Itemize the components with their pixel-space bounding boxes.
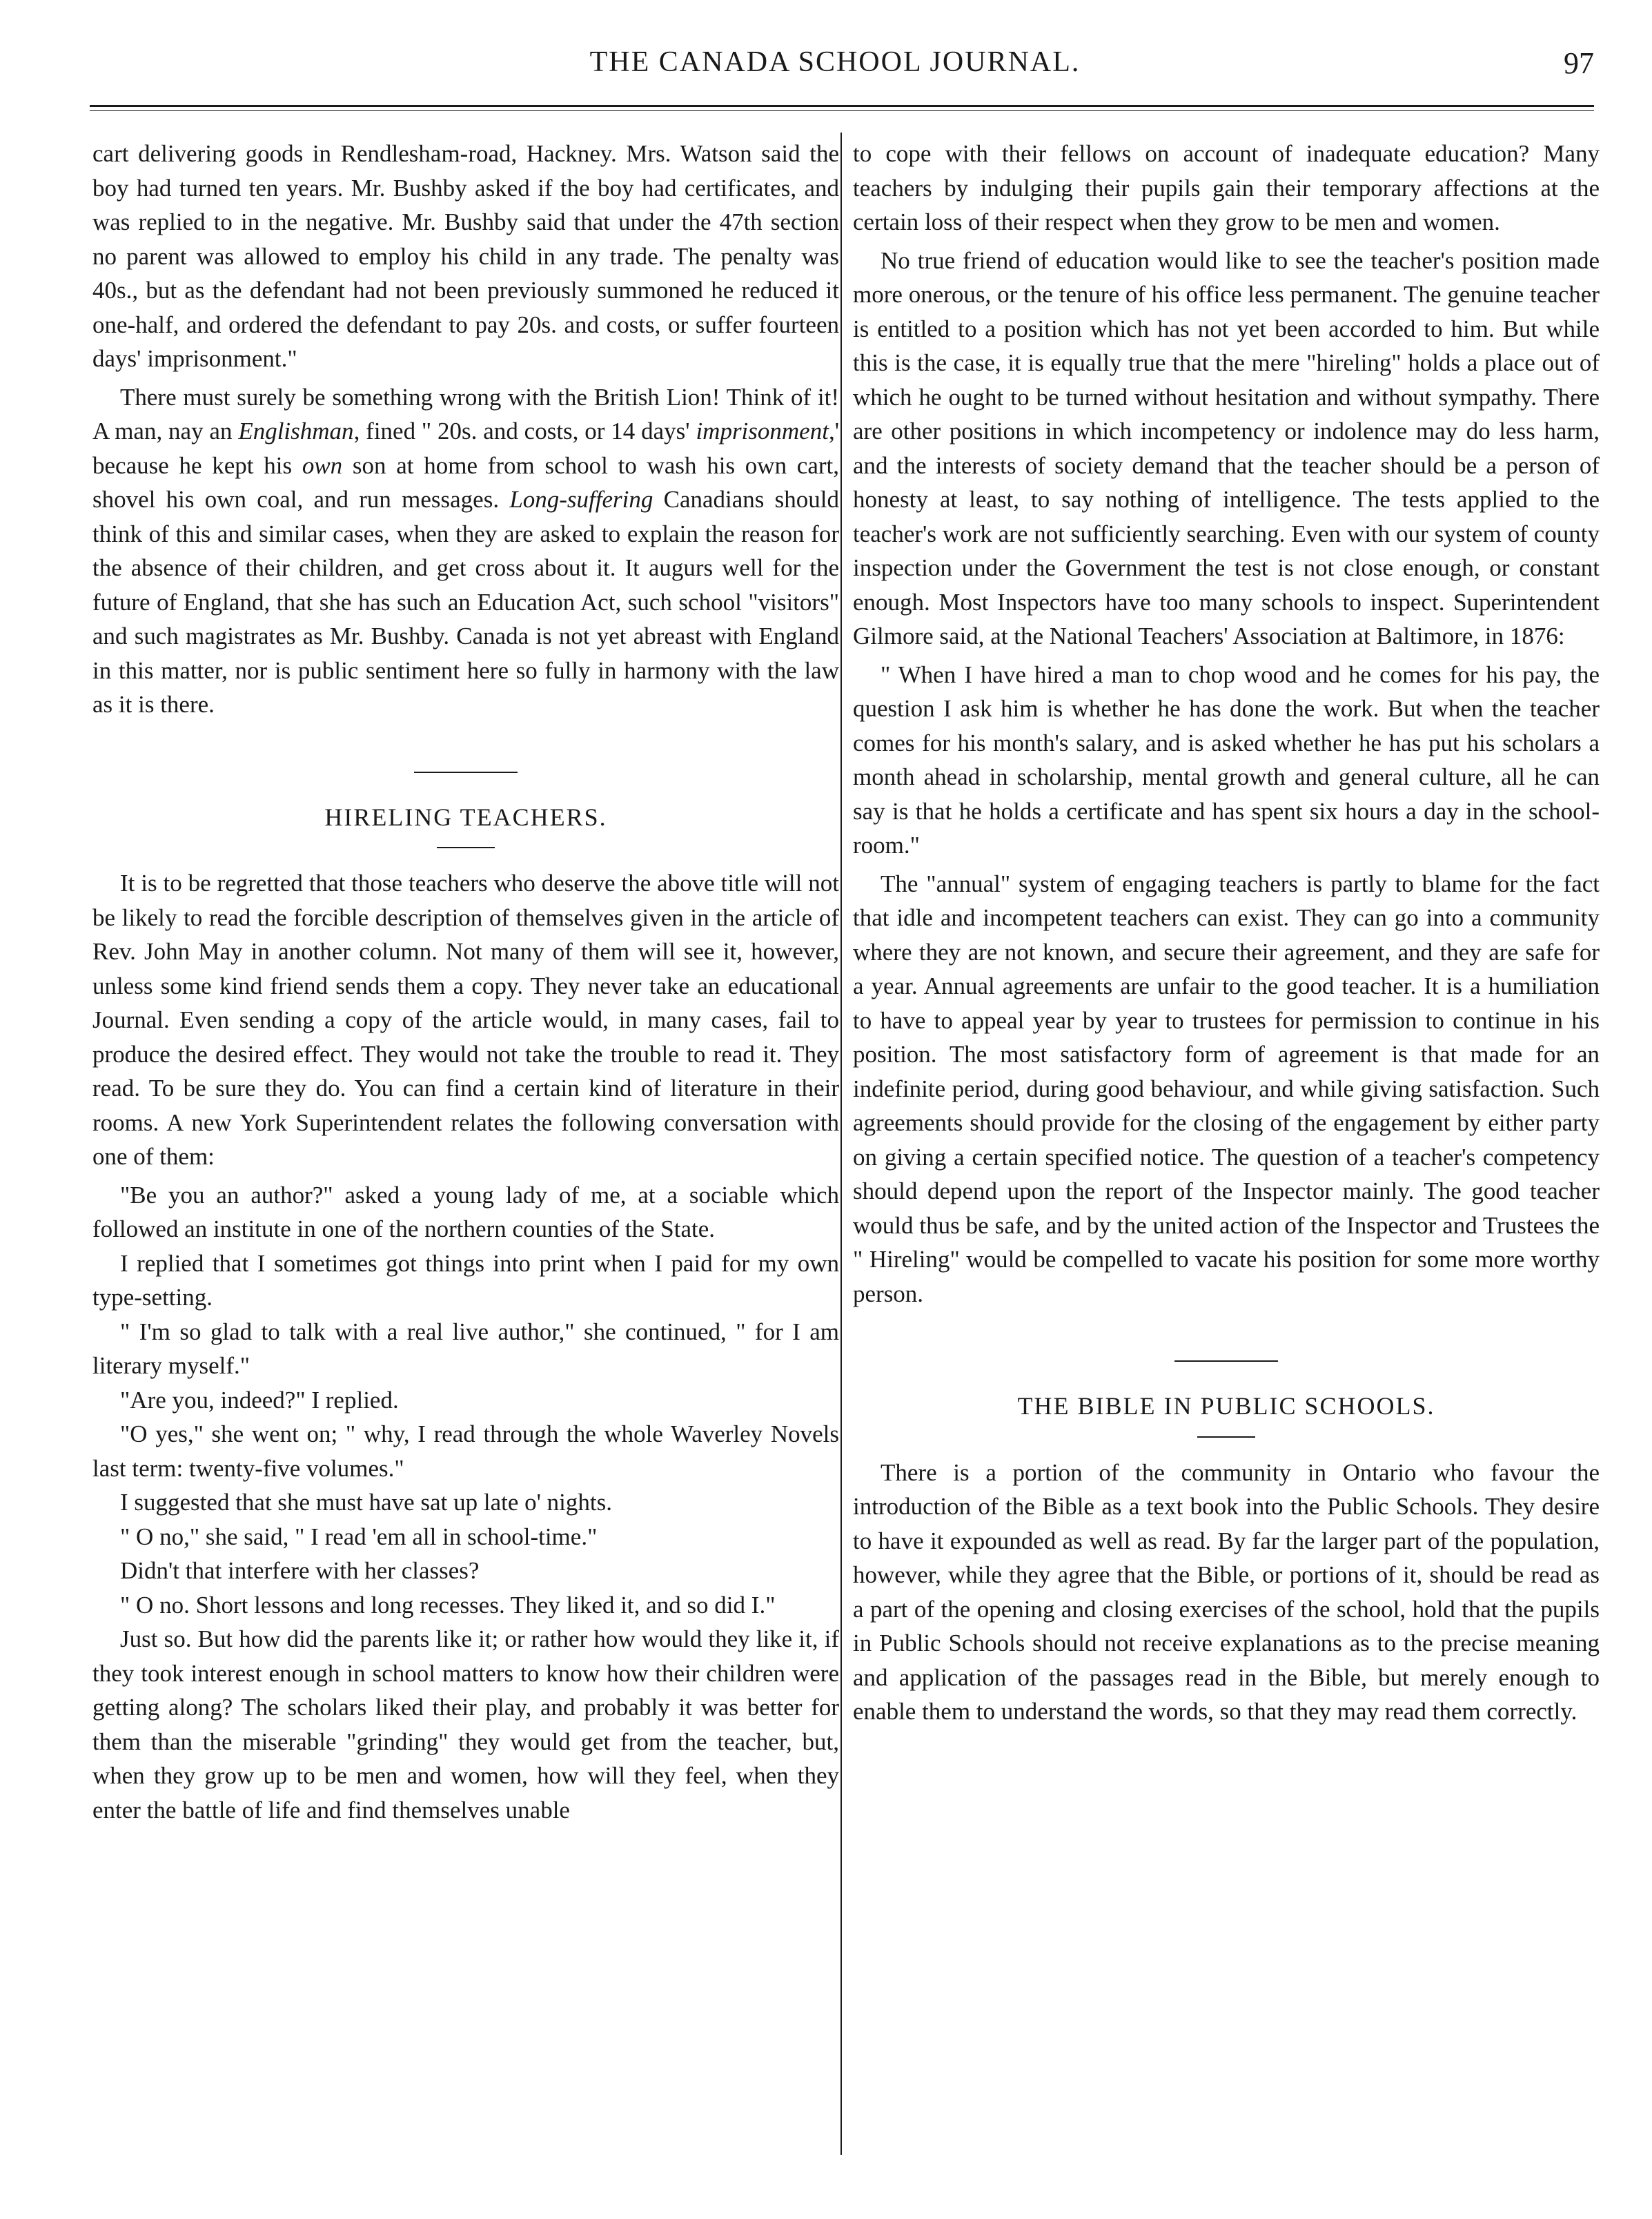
- dialogue-line: " O no," she said, " I read 'em all in school-time.": [120, 1523, 598, 1550]
- dialogue-line: I replied that I sometimes got things into print when I paid for my own type-setting.: [92, 1249, 839, 1311]
- paragraph-british-lion: There must surely be something wrong with the British Lion! Think of it! A man, nay an Englishman, fined " 20s. and costs, or 14 days' imprisonment,' because he kept his own son at home from school to wash his own cart, shovel his own coal, and run messages. Long-suffering Canadians should think of this and similar cases, when they are asked to explain the reason for the absence of their children, and get cross about it. It augurs well for the future of England, that she has such an Education Act, such school "visitors" and such magistrates as Mr. Bushby. Canada is not yet abreast with England in this matter, nor is public sentiment here so fully in harmony with the law as it is there.: [92, 383, 840, 718]
- paragraph-continued: cart delivering goods in Rendlesham-road, Hackney. Mrs. Watson said the boy had turned ten years. Mr. Bushby asked if the boy had certificates, and was replied to in the negative. Mr. Bushby said that under the 47th section no parent was allowed to employ his child in any trade. The penalty was 40s., but as the defendant had not been previously summoned he reduced it one-half, and ordered the defendant to pay 20s. and costs, or suffer fourteen days' imprisonment.": [92, 140, 839, 372]
- title-underline-rule: [1197, 1436, 1255, 1438]
- paragraph-continued: to cope with their fellows on account of inadequate education? Many teachers by indulging their pupils gain their temporary affections at the certain loss of their respect when they grow to be men and women.: [853, 140, 1600, 235]
- right-column: [853, 137, 1600, 1733]
- section-divider-rule: [1174, 1360, 1278, 1362]
- header-rule-thin: [90, 110, 1594, 111]
- section-divider-rule: [414, 772, 518, 773]
- dialogue-line: "Be you an author?" asked a young lady of me, at a sociable which followed an institute in one of the northern counties of the State.: [92, 1181, 839, 1242]
- quotation-gilmore: " When I have hired a man to chop wood and he comes for his pay, the question I ask him is whether he has done the work. But when the teacher comes for his month's salary, and is asked whether he has put his scholars a month ahead in scholarship, mental growth and general culture, all he can say is that he holds a certificate and has spent six hours a day in the school-room.": [853, 661, 1600, 859]
- left-column: [92, 137, 839, 1831]
- header-rule: [90, 105, 1594, 107]
- title-underline-rule: [437, 847, 495, 848]
- dialogue-line: I suggested that she must have sat up late o' nights.: [120, 1489, 612, 1516]
- paragraph-annual-system: The "annual" system of engaging teachers is partly to blame for the fact that idle and incompetent teachers can exist. They can go into a community where they are not known, and secure their agreement, and they are safe for a year. Annual agreements are unfair to the good teacher. It is a humiliation to have to appeal year by year to trustees for permission to continue in his position. The most satisfactory form of agreement is that made for an indefinite period, during good behaviour, and while giving satisfaction. Such agreements should provide for the closing of the engagement by either party on giving a certain specified notice. The question of a teacher's competency should depend upon the report of the Inspector mainly. The good teacher would thus be safe, and by the united action of the Inspector and Trustees the " Hireling" would be compelled to vacate his position for some more worthy person.: [853, 870, 1600, 1307]
- paragraph-true-friend: No true friend of education would like to see the teacher's position made more onerous, or the tenure of his office less permanent. The genuine teacher is entitled to a position which has not yet been accorded to him. But while this is the case, it is equally true that the mere "hireling" holds a place out of which he ought to be turned without hesitation and without sympathy. There are other positions in which incompetency or indolence may do less harm, and the interests of society demand that the teacher should be a person of honesty at least, to say nothing of intelligence. The tests applied to the teacher's work are not sufficiently searching. Even with our system of county inspection under the Government the test is not close enough, or constant enough. Most Inspectors have too many schools to inspect. Superintendent Gilmore said, at the National Teachers' Association at Baltimore, in 1876:: [853, 246, 1600, 649]
- section-title-bible-public-schools: THE BIBLE IN PUBLIC SCHOOLS.: [1017, 1392, 1435, 1420]
- column-divider: [840, 133, 842, 2155]
- dialogue-line: "Are you, indeed?" I replied.: [120, 1386, 399, 1414]
- page-number: 97: [1564, 46, 1594, 80]
- dialogue-line: Didn't that interfere with her classes?: [120, 1557, 480, 1584]
- dialogue-line: " O no. Short lessons and long recesses. They liked it, and so did I.": [120, 1591, 776, 1619]
- section-title-hireling-teachers: HIRELING TEACHERS.: [324, 803, 607, 831]
- dialogue-line: "O yes," she went on; " why, I read through the whole Waverley Novels last term: twenty-five volumes.": [92, 1420, 839, 1482]
- paragraph-hireling-intro: It is to be regretted that those teachers who deserve the above title will not be likely to read the forcible description of themselves given in the article of Rev. John May in another column. Not many of them will see it, however, unless some kind friend sends them a copy. They never take an educational Journal. Even sending a copy of the article would, in many cases, fail to produce the desired effect. They would not take the trouble to read it. They read. To be sure they do. You can find a certain kind of literature in their rooms. A new York Superintendent relates the following conversation with one of them:: [92, 870, 839, 1170]
- paragraph-bible-intro: There is a portion of the community in Ontario who favour the introduction of the Bible as a text book into the Public Schools. They desire to have it expounded as well as read. By far the larger part of the population, however, while they agree that the Bible, or portions of it, should be read as a part of the opening and closing exercises of the school, hold that the pupils in Public Schools should not receive explanations as to the precise meaning and application of the passages read in the Bible, but merely enough to enable them to understand the words, so that they may read them correctly.: [853, 1458, 1600, 1725]
- journal-title: THE CANADA SCHOOL JOURNAL.: [589, 46, 1081, 78]
- running-head: [76, 41, 1594, 90]
- dialogue-line: " I'm so glad to talk with a real live author," she continued, " for I am literary myself.": [92, 1318, 839, 1379]
- paragraph-just-so: Just so. But how did the parents like it; or rather how would they like it, if they took interest enough in school matters to know how their children were getting along? The scholars liked their play, and probably it was better for them than the miserable "grinding" they would get from the teacher, but, when they grow up to be men and women, how will they feel, when they enter the battle of life and find themselves unable: [92, 1625, 839, 1824]
